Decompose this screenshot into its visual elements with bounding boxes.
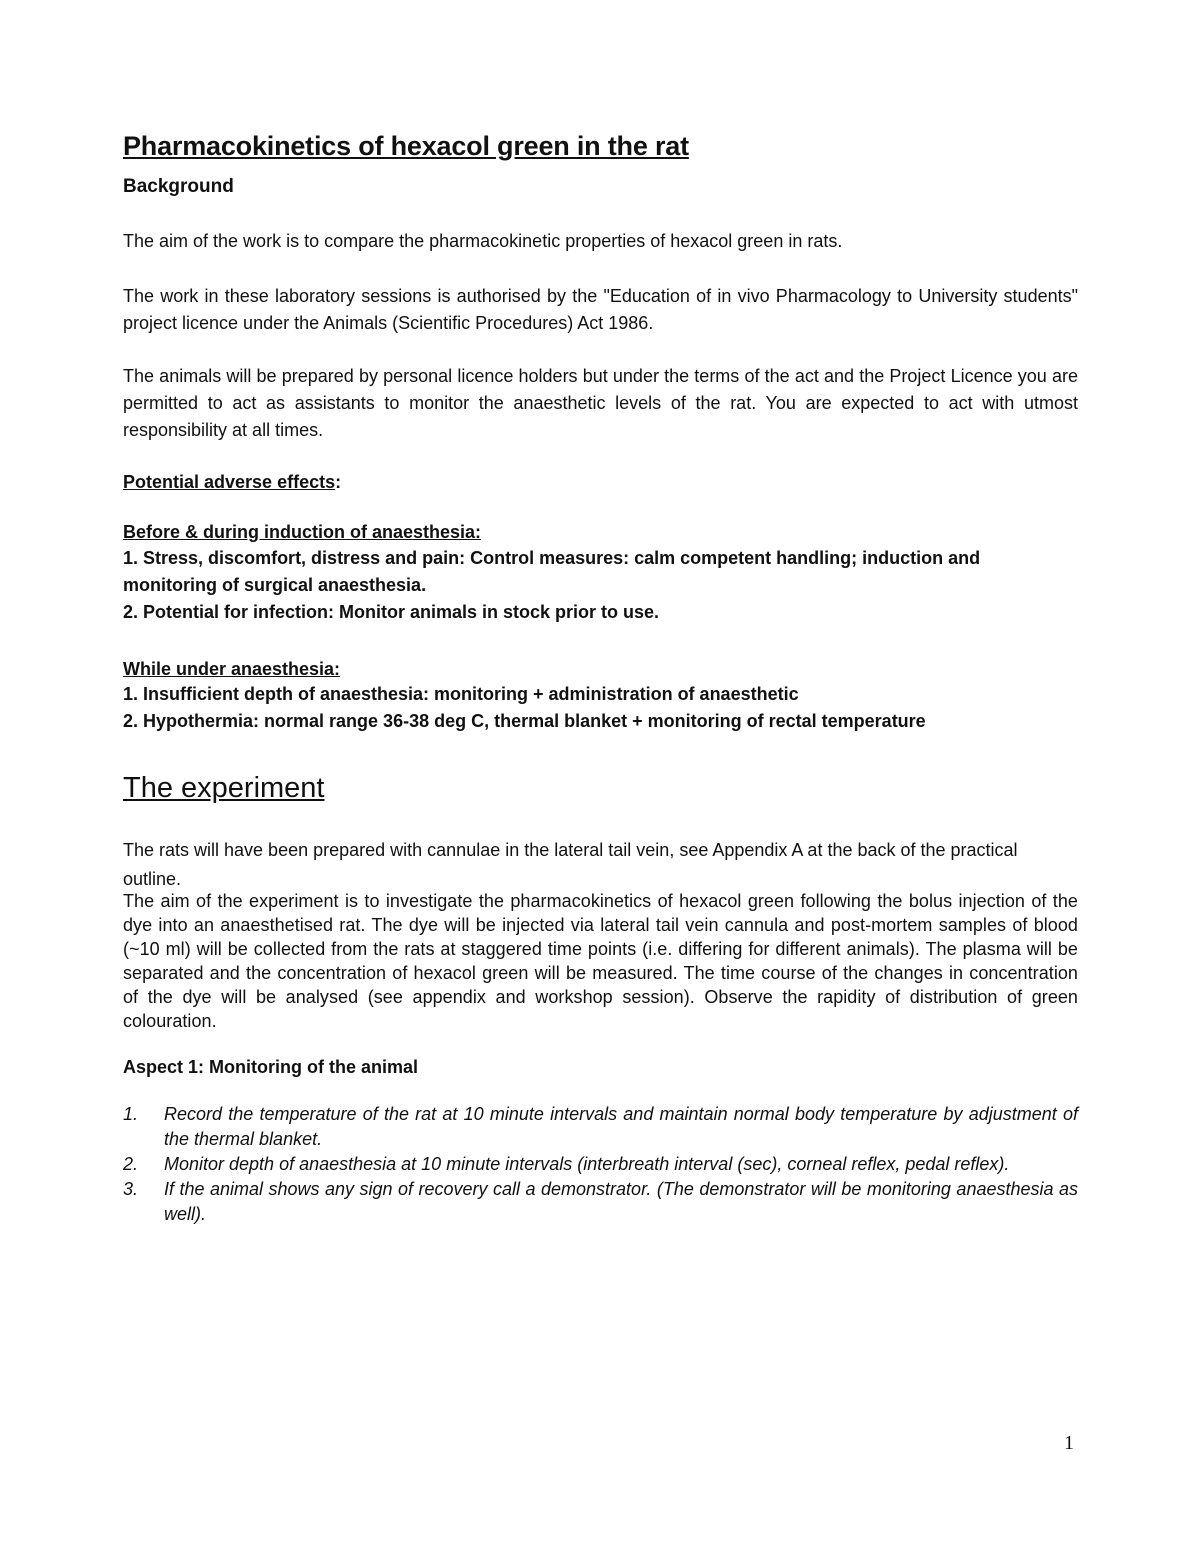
before-induction-heading: Before & during induction of anaesthesia: bbox=[123, 522, 482, 542]
list-item-text: Monitor depth of anaesthesia at 10 minute intervals (interbreath interval (sec), corneal reflex, pedal reflex). bbox=[164, 1154, 1010, 1174]
list-item-text: If the animal shows any sign of recovery call a demonstrator. (The demonstrator will be monitoring anaesthesia as well). bbox=[164, 1179, 1078, 1224]
list-item bbox=[123, 1177, 1078, 1227]
adverse-effects-heading-colon: : bbox=[335, 472, 342, 492]
page-number: 1 bbox=[1064, 1432, 1074, 1454]
adverse-effects-heading bbox=[123, 469, 1078, 496]
adverse-effects-heading-text: Potential adverse effects bbox=[123, 472, 336, 492]
background-paragraph-aim: The aim of the work is to compare the pharmacokinetic properties of hexacol green in rats. bbox=[123, 231, 843, 251]
before-induction-list bbox=[123, 545, 1078, 626]
list-item-number: 1. bbox=[123, 1104, 139, 1124]
experiment-paragraph-aim: The aim of the experiment is to investigate the pharmacokinetics of hexacol green following the bolus injection of the dye into an anaesthetised rat. The dye will be injected via lateral tail vein cannula and post-mortem samples of blood (~10 ml) will be collected from the rats at staggered time points (i.e. differing for different animals). The plasma will be separated and the concentration of hexacol green will be measured. The time course of the changes in concentration of the dye will be analysed (see appendix and workshop session). Observe the rapidity of distribution of green colouration. bbox=[123, 891, 1078, 1031]
background-heading: Background bbox=[123, 176, 234, 197]
list-item: 1. Insufficient depth of anaesthesia: monitoring + administration of anaesthetic bbox=[123, 684, 799, 704]
background-paragraph-responsibility: The animals will be prepared by personal licence holders but under the terms of the act and the Project Licence you are permitted to act as assistants to monitor the anaesthetic levels of the rat. You are expected to act with utmost responsibility at all times. bbox=[123, 366, 1078, 440]
background-paragraph-licence: The work in these laboratory sessions is authorised by the "Education of in vivo Pharmacology to University students" project licence under the Animals (Scientific Procedures) Act 1986. bbox=[123, 286, 1078, 333]
list-item-number: 2. bbox=[123, 1154, 139, 1174]
list-item-number: 3. bbox=[123, 1179, 139, 1199]
list-item-text: Record the temperature of the rat at 10 minute intervals and maintain normal body temperature by adjustment of the thermal blanket. bbox=[164, 1104, 1078, 1149]
monitoring-list bbox=[123, 1102, 1078, 1227]
document-title: Pharmacokinetics of hexacol green in the rat bbox=[123, 131, 689, 161]
list-item: 2. Hypothermia: normal range 36-38 deg C, thermal blanket + monitoring of rectal temperature bbox=[123, 711, 926, 731]
aspect-1-heading: Aspect 1: Monitoring of the animal bbox=[123, 1057, 419, 1077]
experiment-heading: The experiment bbox=[123, 772, 325, 804]
while-anaesthesia-heading: While under anaesthesia: bbox=[123, 659, 341, 679]
while-anaesthesia-list bbox=[123, 681, 1078, 735]
list-item: 2. Potential for infection: Monitor animals in stock prior to use. bbox=[123, 602, 660, 622]
list-item: 1. Stress, discomfort, distress and pain: Control measures: calm competent handling; induction and monitoring of surgical anaesthesia. bbox=[123, 548, 981, 595]
list-item bbox=[123, 1152, 1078, 1177]
list-item bbox=[123, 1102, 1078, 1152]
experiment-paragraph-cannulae: The rats will have been prepared with cannulae in the lateral tail vein, see Appendix A at the back of the practical outline. bbox=[123, 840, 1018, 889]
